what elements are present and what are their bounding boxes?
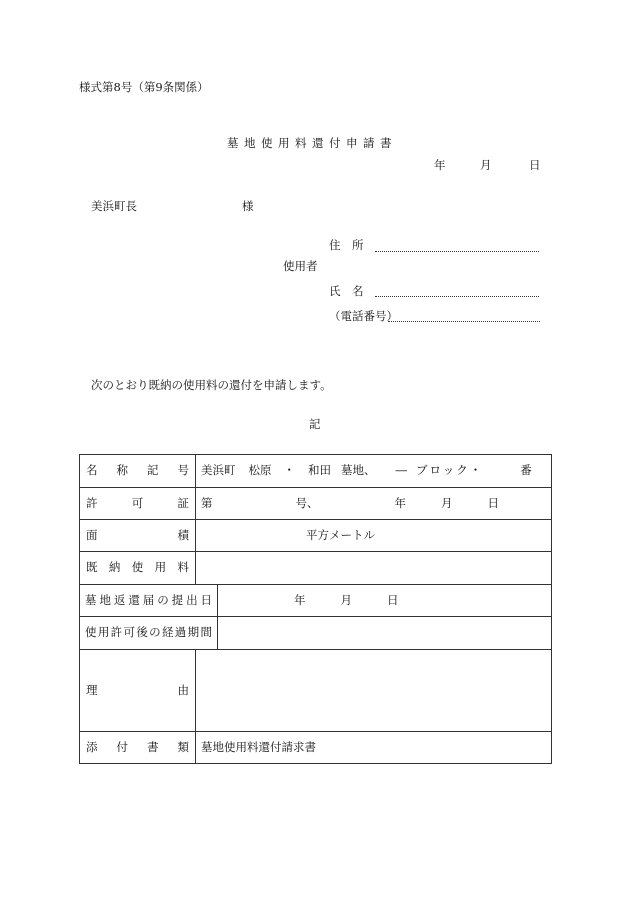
permit-number-suffix: 号、 — [295, 495, 319, 510]
value-reason[interactable] — [196, 650, 552, 732]
table-row-elapsed — [80, 617, 552, 650]
number-label: 番 — [520, 463, 532, 478]
label-char: 還 — [128, 592, 140, 607]
application-table — [79, 454, 552, 764]
addressee-name: 美浜町長 — [91, 199, 137, 213]
permit-year: 年 — [394, 495, 406, 510]
date-day-label: 日 — [529, 158, 541, 172]
addressee-honorific: 様 — [242, 199, 254, 213]
label-char: 称 — [116, 463, 128, 478]
return-day: 日 — [387, 592, 399, 607]
value-return-date[interactable] — [218, 585, 552, 617]
permit-line — [201, 495, 545, 510]
label-char: 地 — [99, 592, 111, 607]
table-row-attachments — [80, 732, 552, 764]
label-permit — [80, 488, 196, 520]
label-text — [86, 495, 189, 510]
label-char: 理 — [86, 682, 98, 697]
label-char: 書 — [147, 739, 159, 754]
date-year-label: 年 — [434, 158, 446, 172]
return-month: 月 — [340, 592, 352, 607]
label-text — [85, 627, 212, 639]
label-char: 間 — [200, 625, 212, 640]
label-paid-fee — [80, 552, 196, 585]
label-char: 証 — [177, 495, 189, 510]
block-label: ブロック・ — [416, 463, 484, 478]
label-char: 由 — [177, 682, 189, 697]
name-code-line — [201, 465, 545, 477]
phone-field[interactable] — [388, 321, 540, 322]
table-row-return-date — [80, 585, 552, 617]
label-char: 用 — [97, 625, 110, 640]
label-char: 可 — [123, 625, 135, 640]
dash-mark: ― — [395, 463, 407, 478]
town-name: 美浜町 — [201, 463, 236, 478]
permit-month: 月 — [441, 495, 453, 510]
applicant-group-label: 使用者 — [283, 259, 318, 273]
name-label: 氏 名 — [329, 284, 364, 298]
return-date-line — [294, 592, 545, 607]
permit-prefix: 第 — [201, 495, 213, 510]
statement: 次のとおり既納の使用料の還付を申請します。 — [91, 378, 332, 392]
label-char: 届 — [142, 592, 155, 607]
label-text — [86, 527, 189, 542]
label-char: 出 — [186, 592, 198, 607]
label-char: 提 — [171, 592, 184, 607]
label-char: 過 — [174, 625, 187, 640]
label-reason — [80, 650, 196, 732]
area-unit: 平方メートル — [306, 527, 375, 542]
label-attachments — [80, 732, 196, 764]
label-char: 使 — [85, 625, 97, 640]
name-field[interactable] — [375, 296, 539, 297]
label-text — [86, 682, 189, 697]
value-area[interactable] — [196, 520, 552, 552]
value-name-code[interactable] — [196, 455, 552, 488]
date-month-label: 月 — [480, 158, 492, 172]
table-row-paid-fee — [80, 552, 552, 585]
label-text — [86, 739, 189, 754]
value-permit[interactable] — [196, 488, 552, 520]
label-area — [80, 520, 196, 552]
label-return-date — [80, 585, 218, 617]
label-char: 納 — [108, 560, 121, 575]
label-name-code — [80, 455, 196, 488]
label-char: 経 — [161, 625, 174, 640]
table-row-area — [80, 520, 552, 552]
label-char: 用 — [154, 560, 167, 575]
cemetery-suffix: 墓地、 — [341, 463, 376, 478]
label-char: 料 — [177, 560, 189, 575]
label-char: 返 — [113, 592, 126, 607]
address-label: 住 所 — [329, 238, 364, 252]
label-char: 墓 — [85, 592, 97, 607]
label-elapsed — [80, 617, 218, 650]
place-wada: 和田 — [308, 463, 331, 478]
phone-label: （電話番号） — [329, 309, 398, 323]
label-char: 積 — [177, 527, 189, 542]
permit-day: 日 — [487, 495, 499, 510]
value-attachments[interactable] — [196, 732, 552, 764]
separator-dot: ・ — [283, 463, 295, 478]
address-field[interactable] — [375, 251, 539, 252]
label-char: 名 — [86, 463, 98, 478]
table-row-name-code — [80, 455, 552, 488]
label-char: 許 — [110, 625, 123, 640]
label-char: の — [157, 592, 169, 607]
label-char: 後 — [136, 625, 148, 640]
label-char: 面 — [86, 527, 98, 542]
record-mark: 記 — [309, 417, 321, 431]
place-matsubara: 松原 — [248, 463, 272, 478]
document-title: 墓地使用料還付申請書 — [227, 136, 397, 150]
table-row-permit — [80, 488, 552, 520]
label-text — [85, 592, 212, 607]
label-char: 既 — [86, 560, 98, 575]
value-elapsed[interactable] — [218, 617, 552, 650]
form-code: 様式第8号（第9条関係） — [79, 80, 209, 94]
label-char: 記 — [147, 463, 159, 478]
label-char: 許 — [86, 495, 98, 510]
label-char: 可 — [131, 495, 144, 510]
attachment-document: 墓地使用料還付請求書 — [201, 739, 316, 754]
label-char: 使 — [131, 560, 144, 575]
label-char: 号 — [177, 463, 189, 478]
label-char: 期 — [187, 625, 200, 640]
label-char: 付 — [116, 739, 128, 754]
label-char: の — [149, 625, 161, 640]
value-paid-fee[interactable] — [196, 552, 552, 585]
label-text — [86, 465, 189, 477]
table-row-reason — [80, 650, 552, 732]
label-char: 添 — [86, 739, 98, 754]
label-char: 日 — [200, 592, 212, 607]
return-year: 年 — [294, 592, 306, 607]
label-char: 類 — [177, 739, 189, 754]
label-text — [86, 562, 189, 574]
